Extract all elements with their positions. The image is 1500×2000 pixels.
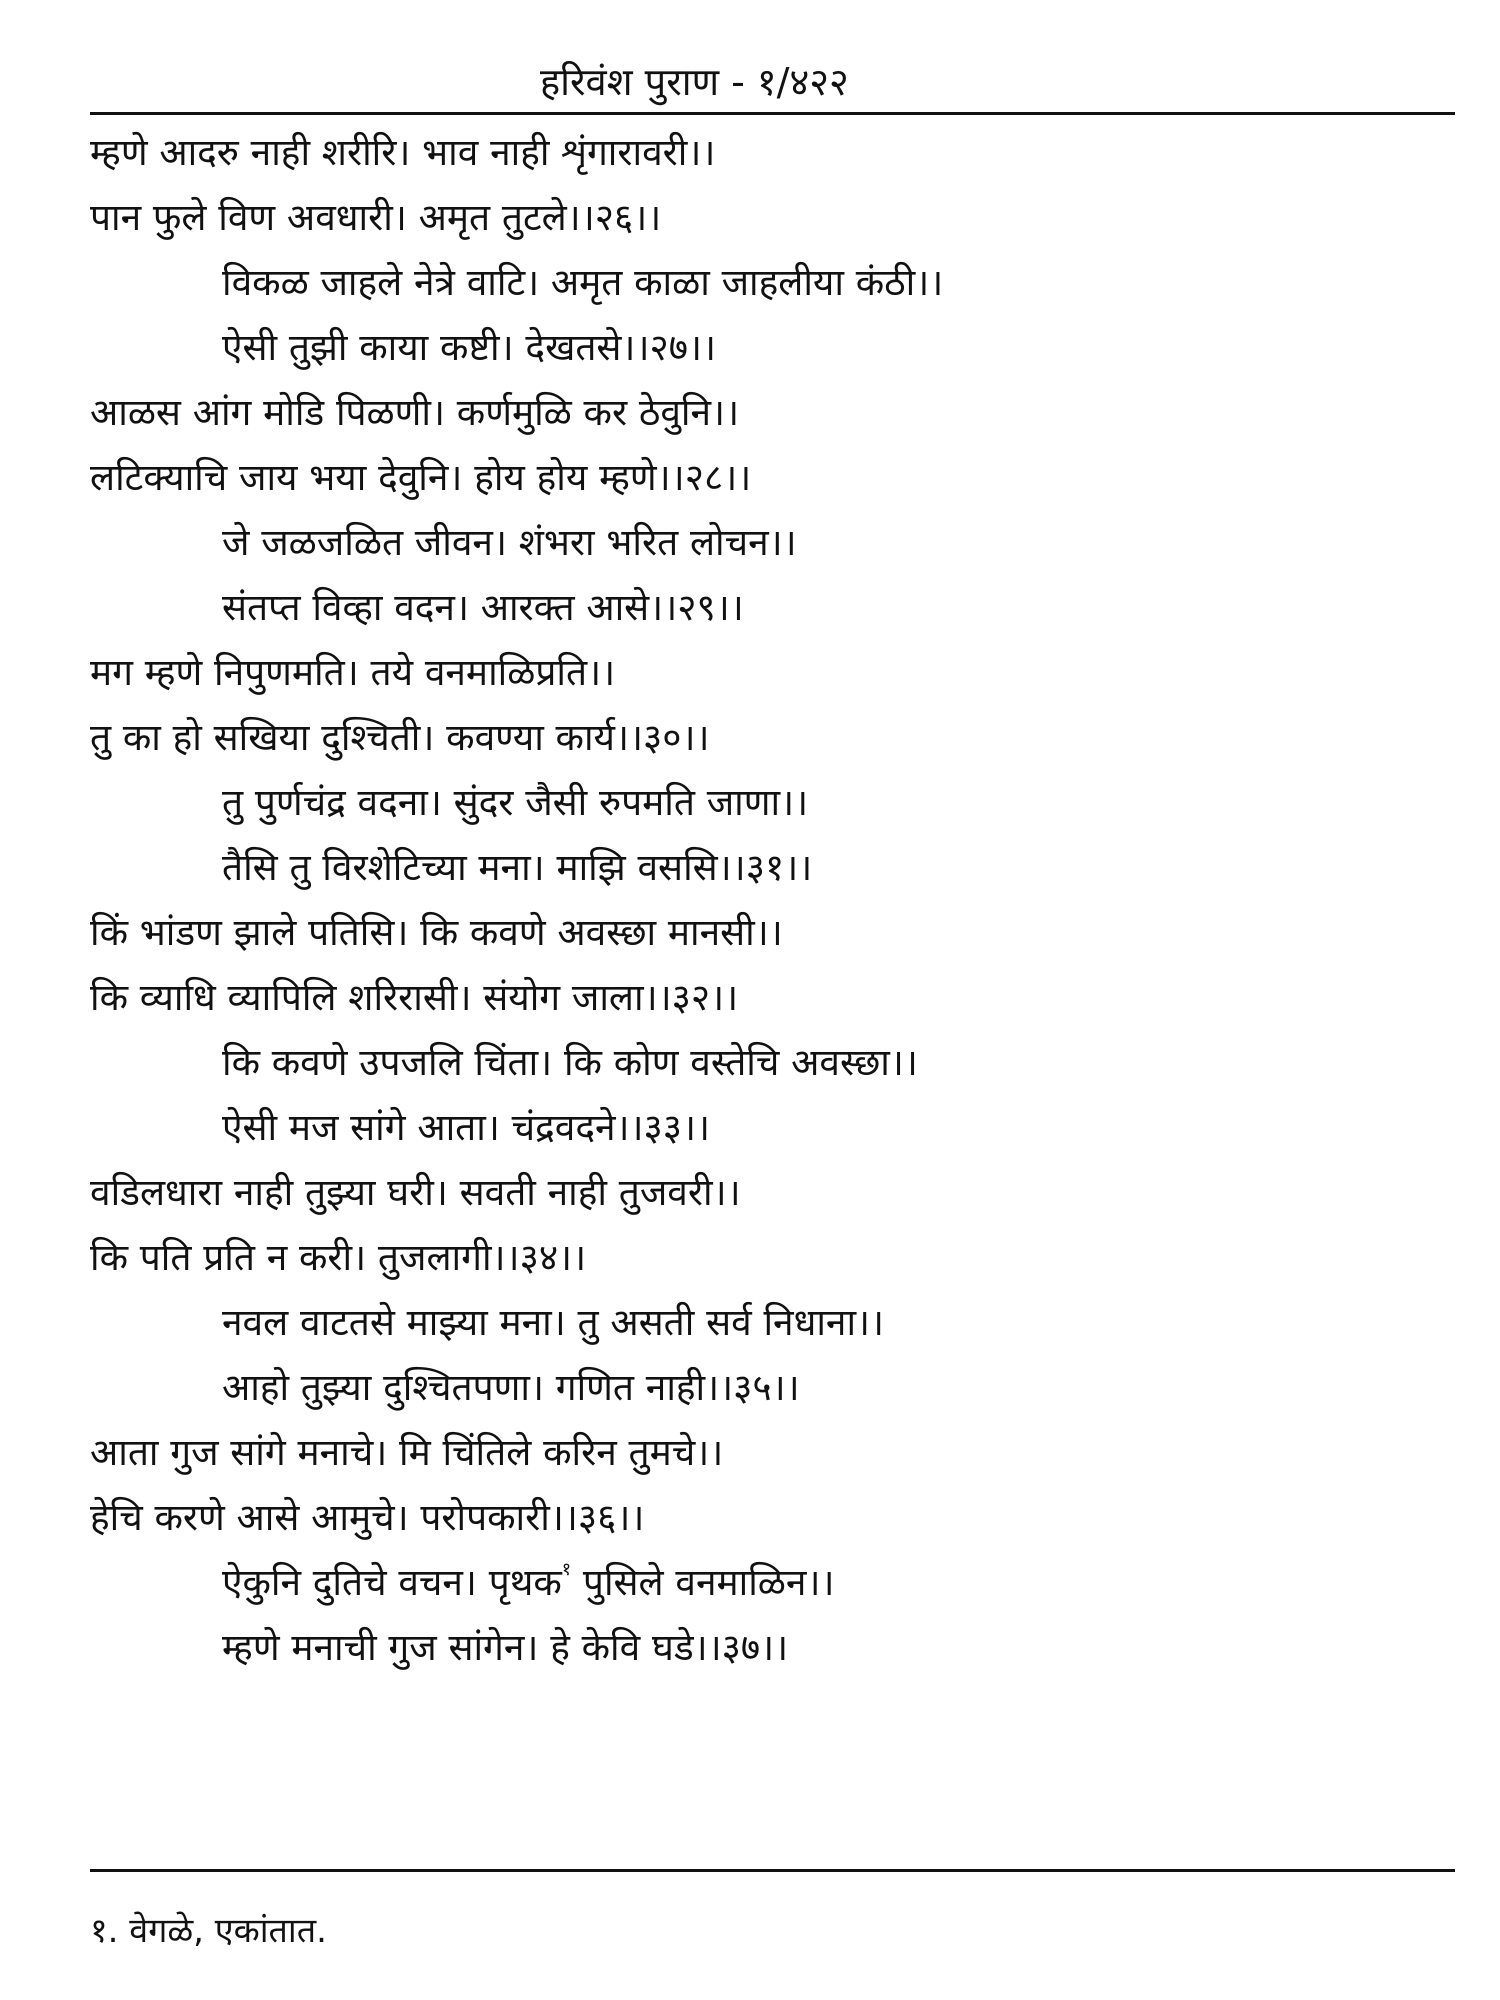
- verse-line: कि पति प्रति न करी। तुजलागी।।३४।।: [90, 1236, 587, 1279]
- footnote: १. वेगळे, एकांतात.: [90, 1911, 327, 1951]
- verse-line: तु का हो सखिया दुश्चिती। कवण्या कार्य।।३०।।: [90, 716, 710, 759]
- running-header-title: हरिवंश पुराण - १/४२२: [540, 60, 849, 104]
- verse-line: लटिक्याचि जाय भया देवुनि। होय होय म्हणे।।२८।।: [90, 456, 752, 499]
- verse-line: आळस आंग मोडि पिळणी। कर्णमुळि कर ठेवुनि।।: [90, 391, 740, 434]
- verse-line: पान फुले विण अवधारी। अमृत तुटले।।२६।।: [90, 196, 662, 239]
- verse-line: किं भांडण झाले पतिसि। कि कवणे अवस्छा मानसी।।: [90, 911, 783, 954]
- verse-line: नवल वाटतसे माझ्या मना। तु असती सर्व निधाना।।: [222, 1301, 885, 1344]
- verse-line: आता गुज सांगे मनाचे। मि चिंतिले करिन तुमचे।।: [90, 1431, 724, 1474]
- verse-line: आहो तुझ्या दुश्चितपणा। गणित नाही।।३५।।: [222, 1366, 800, 1409]
- footnote-marker: १: [561, 1559, 572, 1580]
- verse-line: वडिलधारा नाही तुझ्या घरी। सवती नाही तुजवरी।।: [90, 1171, 741, 1214]
- verse-line: ऐसी मज सांगे आता। चंद्रवदने।।३३।।: [222, 1106, 711, 1149]
- verse-line: तैसि तु विरशेटिच्या मना। माझि वससि।।३१।।: [222, 846, 813, 889]
- header-rule: [90, 112, 1455, 115]
- verse-line: हेचि करणे आसे आमुचे। परोपकारी।।३६।।: [90, 1496, 645, 1539]
- footnote-rule: [90, 1869, 1455, 1872]
- verse-line: कि व्याधि व्यापिलि शरिरासी। संयोग जाला।।३२।।: [90, 976, 739, 1019]
- verse-line: मग म्हणे निपुणमति। तये वनमाळिप्रति।।: [90, 651, 616, 694]
- verse-line: कि कवणे उपजलि चिंता। कि कोण वस्तेचि अवस्छा।।: [222, 1041, 918, 1084]
- verse-line: संतप्त विव्हा वदन। आरक्त आसे।।२९।।: [222, 586, 744, 629]
- verse-line-text: ऐकुनि दुतिचे वचन। पृथक: [222, 1561, 562, 1604]
- verse-line: तु पुर्णचंद्र वदना। सुंदर जैसी रुपमति जाणा।।: [222, 781, 809, 824]
- verse-line: म्हणे आदरु नाही शरीरि। भाव नाही शृंगारावरी।।: [90, 131, 716, 174]
- verse-line-text-continued: पुसिले वनमाळिन।।: [571, 1561, 835, 1604]
- verse-line: [222, 1558, 835, 1608]
- verse-line: म्हणे मनाची गुज सांगेन। हे केवि घडे।।३७।।: [222, 1626, 789, 1669]
- verse-line: विकळ जाहले नेत्रे वाटि। अमृत काळा जाहलीया कंठी।।: [222, 261, 944, 304]
- verse-line: ऐसी तुझी काया कष्टी। देखतसे।।२७।।: [222, 326, 717, 369]
- verse-line: जे जळजळित जीवन। शंभरा भरित लोचन।।: [222, 521, 797, 564]
